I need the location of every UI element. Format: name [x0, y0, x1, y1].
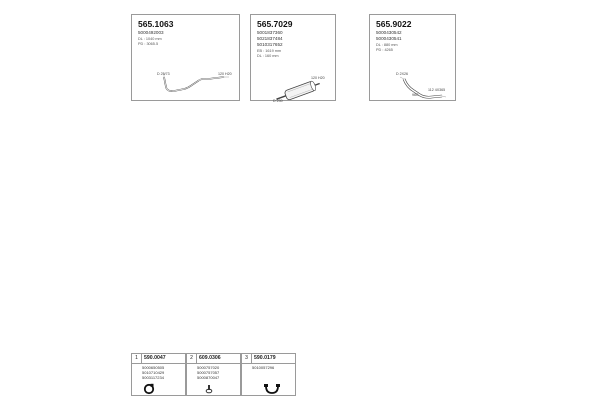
exhaust-pipe-drawing	[132, 15, 241, 102]
part-card-1[interactable]	[131, 14, 240, 101]
part-number: 565.9022	[376, 19, 412, 29]
reference-number: 5001837360	[257, 30, 283, 35]
accessory-index: 3	[242, 354, 252, 363]
dimension-label: D 2X26	[396, 72, 408, 76]
spec-line: EB : 1619 mm	[257, 49, 282, 53]
accessory-index: 1	[132, 354, 142, 363]
tailpipe-drawing	[370, 15, 457, 102]
part-number: 565.1063	[138, 19, 174, 29]
dimension-label: 112 4X365	[428, 88, 446, 92]
reference-number: 5000492003	[138, 30, 164, 35]
accessory-index: 2	[187, 354, 197, 363]
reference-number: 5000870047	[197, 375, 220, 380]
reference-number: 5021837484	[257, 36, 283, 41]
reference-number: 5003117234	[142, 375, 164, 380]
clamp-bracket-icon	[263, 383, 281, 395]
accessory-card-1[interactable]	[131, 353, 186, 396]
reference-number: 5010057296	[252, 365, 275, 370]
reference-number: 5000757020	[197, 365, 220, 370]
part-number: 565.7029	[257, 19, 293, 29]
accessory-card-2[interactable]	[186, 353, 241, 396]
accessory-part-number: 590.0179	[254, 355, 276, 361]
spec-line: PD : 3065.5	[138, 42, 159, 46]
dimension-label: D 25/73	[157, 72, 170, 76]
dimension-label: 120 H20	[311, 76, 325, 80]
accessory-card-3[interactable]	[241, 353, 296, 396]
reference-number: 5010710429	[142, 370, 165, 375]
reference-number: 5000430541	[376, 36, 402, 41]
spec-line: DL : 1040 mm	[138, 37, 162, 41]
reference-number: 5010317652	[257, 42, 283, 47]
spec-line: DL : 160 mm	[257, 54, 279, 58]
reference-number: 5000650505	[142, 365, 165, 370]
dimension-label: 120 H20	[218, 72, 232, 76]
dimension-label: 96C	[412, 93, 419, 97]
accessory-part-number: 590.0047	[144, 355, 166, 361]
spec-line: PD : 4265	[376, 48, 393, 52]
bolt-icon	[205, 384, 213, 394]
part-card-3[interactable]	[369, 14, 456, 101]
spec-line: DL : 880 mm	[376, 43, 398, 47]
muffler-drawing	[251, 15, 337, 102]
accessory-part-number: 609.0306	[199, 355, 221, 361]
dimension-label: D 230	[273, 99, 283, 102]
reference-number: 5000757057	[197, 370, 220, 375]
clamp-ring-icon	[143, 383, 155, 395]
part-card-2[interactable]	[250, 14, 336, 101]
reference-number: 5000430542	[376, 30, 402, 35]
